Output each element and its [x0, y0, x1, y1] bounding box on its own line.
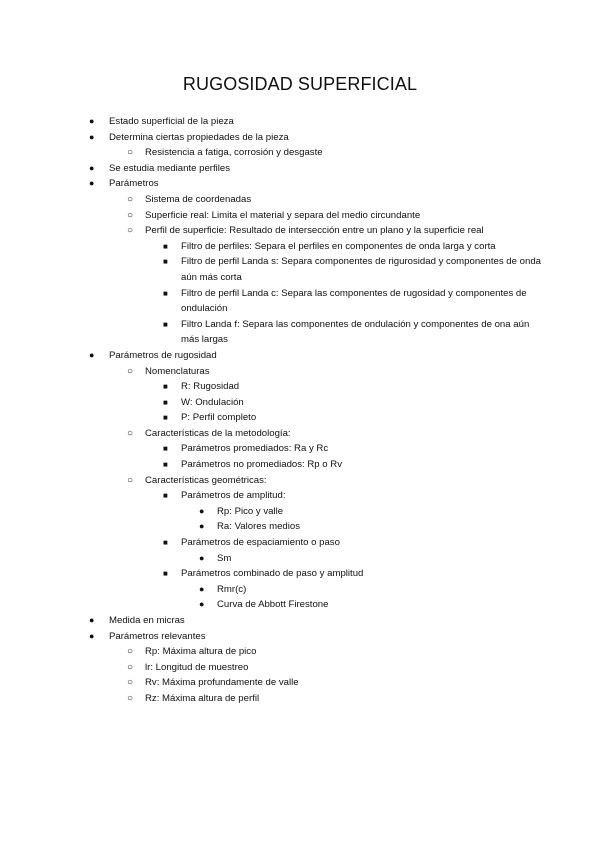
- list-item-text: Parámetros de amplitud:: [181, 490, 286, 502]
- list-item-text: R: Rugosidad: [181, 381, 240, 393]
- list-item-level-1: [0, 114, 600, 130]
- filled-circle-bullet-icon: ●: [89, 178, 95, 189]
- list-item-level-2: [0, 364, 600, 380]
- list-item-level-4: [0, 597, 600, 613]
- list-item-text: Parámetros: [109, 178, 159, 190]
- list-item-level-2: [0, 192, 600, 208]
- list-item-text: Sistema de coordenadas: [145, 193, 252, 205]
- list-item-level-1: [0, 613, 600, 629]
- list-item-level-3: [0, 254, 541, 285]
- list-item-text: Características geométricas:: [145, 474, 267, 486]
- filled-circle-bullet-icon: ●: [89, 162, 95, 173]
- filled-circle-bullet-icon: ●: [89, 630, 95, 641]
- list-item-text: Parámetros combinado de paso y amplitud: [181, 568, 364, 580]
- list-item-text: Parámetros de espaciamiento o paso: [181, 537, 340, 549]
- list-item-level-2: [0, 691, 600, 707]
- square-bullet-icon: ■: [163, 538, 168, 548]
- list-item-level-3: [0, 410, 541, 426]
- list-item-level-2: [0, 145, 600, 161]
- list-item-text: Curva de Abbott Firestone: [217, 599, 329, 611]
- list-item-text: Rv: Máxima profundamente de valle: [145, 677, 299, 689]
- list-item-level-2: [0, 223, 600, 239]
- list-item-level-3: [0, 566, 541, 582]
- list-item-level-3: [0, 379, 541, 395]
- list-item-text: Filtro Landa f: Separa las componentes de ondulación y componentes de ona aún más largas: [181, 318, 530, 346]
- square-bullet-icon: ■: [163, 444, 168, 454]
- list-item-level-2: [0, 426, 600, 442]
- list-item-level-4: [0, 582, 600, 598]
- square-bullet-icon: ■: [163, 413, 168, 423]
- list-item-text: P: Perfil completo: [181, 412, 257, 424]
- list-item-text: Filtro de perfiles: Separa el perfiles en componentes de onda larga y corta: [181, 240, 496, 252]
- filled-circle-bullet-icon: ●: [199, 552, 205, 563]
- list-item-level-2: [0, 660, 600, 676]
- square-bullet-icon: ■: [163, 491, 168, 501]
- list-item-level-4: [0, 519, 600, 535]
- hollow-circle-bullet-icon: ○: [127, 193, 134, 205]
- list-item-level-2: [0, 644, 600, 660]
- hollow-circle-bullet-icon: ○: [127, 365, 134, 377]
- filled-circle-bullet-icon: ●: [89, 349, 95, 360]
- list-item-level-3: [0, 239, 541, 255]
- list-item-text: Rp: Máxima altura de pico: [145, 646, 257, 658]
- square-bullet-icon: ■: [163, 397, 168, 407]
- list-item-text: Parámetros relevantes: [109, 630, 206, 642]
- hollow-circle-bullet-icon: ○: [127, 661, 134, 673]
- hollow-circle-bullet-icon: ○: [127, 646, 134, 658]
- list-item-level-2: [0, 208, 600, 224]
- list-item-text: Estado superficial de la pieza: [109, 116, 234, 127]
- list-item-level-2: [0, 675, 600, 691]
- list-item-text: Parámetros no promediados: Rp o Rv: [181, 459, 343, 471]
- filled-circle-bullet-icon: ●: [89, 116, 95, 126]
- hollow-circle-bullet-icon: ○: [127, 209, 134, 221]
- list-item-text: Características de la metodología:: [145, 427, 291, 439]
- list-item-text: Parámetros promediados: Ra y Rc: [181, 443, 329, 455]
- list-item-text: Sm: [217, 552, 232, 564]
- hollow-circle-bullet-icon: ○: [127, 147, 134, 159]
- hollow-circle-bullet-icon: ○: [127, 474, 134, 486]
- list-item-text: Determina ciertas propiedades de la pieza: [109, 131, 289, 143]
- filled-circle-bullet-icon: ●: [199, 583, 205, 594]
- list-item-text: W: Ondulación: [181, 396, 244, 408]
- list-item-text: Resistencia a fatiga, corrosión y desgaste: [145, 147, 323, 159]
- list-item-text: Rmr(c): [217, 583, 247, 595]
- list-item-level-1: [0, 130, 600, 146]
- list-item-text: Filtro de perfil Landa c: Separa las componentes de rugosidad y componentes de ondulación: [181, 287, 527, 315]
- list-item-level-3: [0, 535, 541, 551]
- list-item-text: Perfil de superficie: Resultado de intersección entre un plano y la superficie real: [145, 225, 484, 237]
- hollow-circle-bullet-icon: ○: [127, 427, 134, 439]
- square-bullet-icon: ■: [163, 319, 168, 329]
- filled-circle-bullet-icon: ●: [199, 599, 205, 610]
- filled-circle-bullet-icon: ●: [89, 131, 95, 142]
- list-item-text: Filtro de perfil Landa s: Separa componentes de rigurosidad y componentes de onda aún más corta: [181, 256, 541, 283]
- bullet-outline: [0, 114, 600, 707]
- list-item-text: lr: Longitud de muestreo: [145, 661, 249, 673]
- list-item-text: Nomenclaturas: [145, 365, 210, 377]
- list-item-level-3: [0, 488, 541, 504]
- list-item-text: Rp: Pico y valle: [217, 505, 284, 517]
- list-item-level-3: [0, 441, 541, 457]
- list-item-level-1: [0, 161, 600, 177]
- list-item-level-4: [0, 551, 600, 567]
- list-item-level-3: [0, 395, 541, 411]
- square-bullet-icon: ■: [163, 569, 168, 579]
- list-item-text: Ra: Valores medios: [217, 521, 301, 533]
- page-title: RUGOSIDAD SUPERFICIAL: [182, 74, 418, 94]
- list-item-level-3: [0, 286, 541, 317]
- square-bullet-icon: ■: [163, 382, 168, 392]
- list-item-level-4: [0, 504, 600, 520]
- filled-circle-bullet-icon: ●: [199, 505, 205, 516]
- hollow-circle-bullet-icon: ○: [127, 225, 134, 237]
- list-item-level-1: [0, 629, 600, 645]
- list-item-text: Se estudia mediante perfiles: [109, 162, 231, 174]
- hollow-circle-bullet-icon: ○: [127, 677, 134, 689]
- square-bullet-icon: ■: [163, 460, 168, 470]
- square-bullet-icon: ■: [163, 241, 168, 251]
- list-item-level-3: [0, 457, 541, 473]
- list-item-level-1: [0, 176, 600, 192]
- list-item-text: Rz: Máxima altura de perfil: [145, 692, 260, 704]
- list-item-text: Medida en micras: [109, 615, 185, 626]
- hollow-circle-bullet-icon: ○: [127, 692, 134, 704]
- filled-circle-bullet-icon: ●: [199, 521, 205, 532]
- list-item-level-1: [0, 348, 600, 364]
- list-item-text: Superficie real: Limita el material y separa del medio circundante: [145, 209, 421, 221]
- list-item-text: Parámetros de rugosidad: [109, 349, 217, 361]
- square-bullet-icon: ■: [163, 257, 168, 267]
- list-item-level-3: [0, 317, 541, 348]
- filled-circle-bullet-icon: ●: [89, 615, 95, 625]
- list-item-level-2: [0, 473, 600, 489]
- square-bullet-icon: ■: [163, 288, 168, 298]
